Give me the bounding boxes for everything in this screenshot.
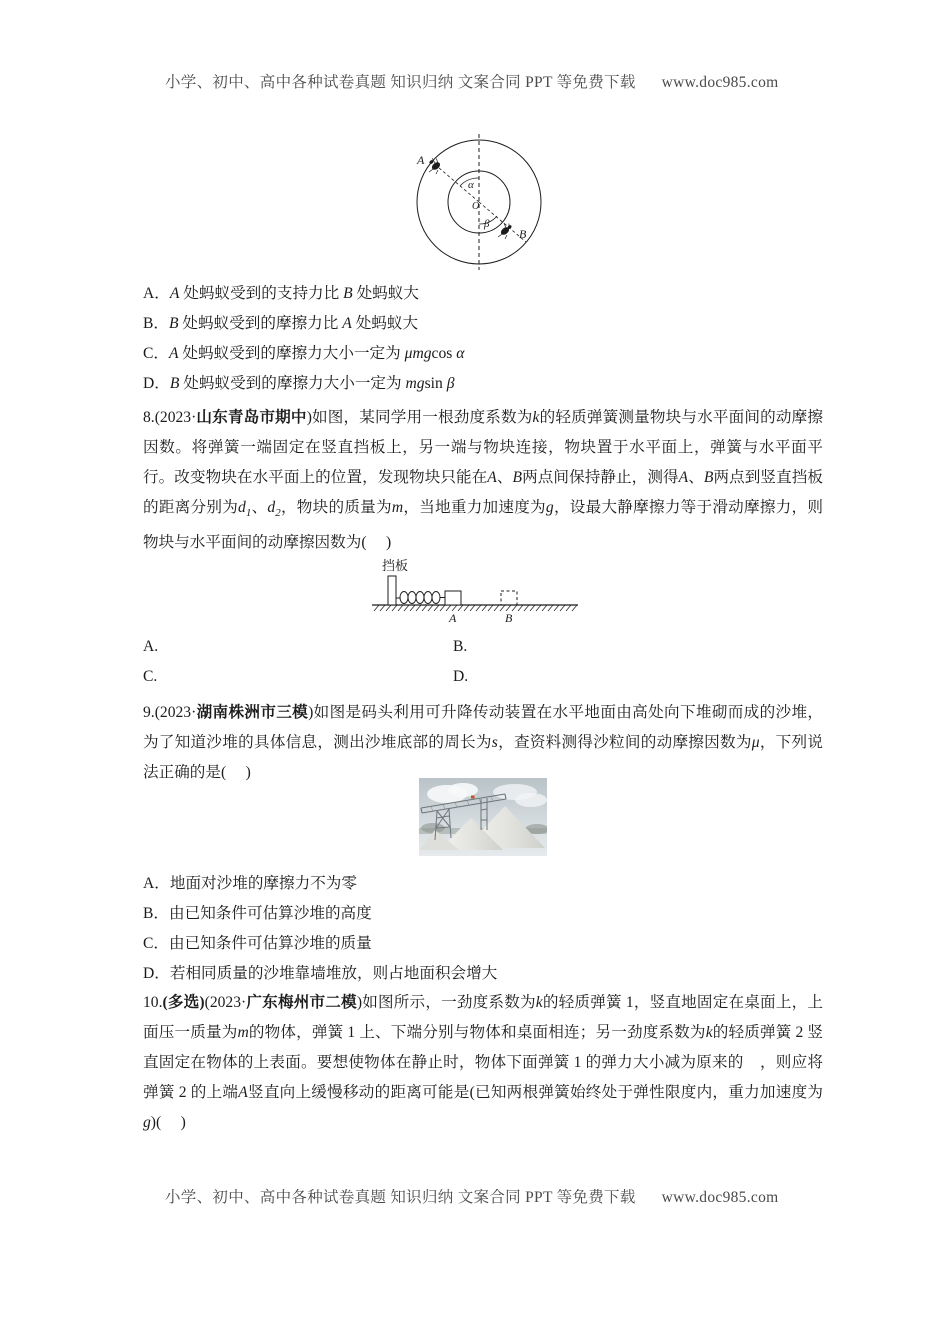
q10-source-prefix: (2023·: [204, 994, 247, 1011]
q8-option-b-label: B.: [453, 638, 468, 655]
q10-body: [143, 988, 823, 1138]
spring-block-baffle-diagram: [368, 552, 598, 624]
q9-option-b-text: 由已知条件可估算沙堆的高度: [169, 905, 372, 922]
q10-number: 10.: [143, 994, 163, 1011]
q9-source-bold: 湖南株洲市三模: [196, 704, 309, 721]
q9-body: [143, 698, 823, 788]
q10-multi-tag: (多选): [162, 994, 205, 1011]
header-watermark: [165, 70, 825, 92]
q9-option-d-label: D．: [143, 965, 170, 982]
sand-pile-conveyor-photo: [419, 778, 547, 856]
ant-at-b: [498, 223, 512, 239]
q8-source-prefix: (2023·: [154, 409, 197, 426]
q7-option-b-text: B 处蚂蚁受到的摩擦力比 A 处蚂蚁大: [169, 315, 419, 332]
q9-text: 9.(2023·湖南株洲市三模)如图是码头利用可升降传动装置在水平地面由高处向下堆砌而成的沙堆，为了知道沙堆的具体信息，测出沙堆底部的周长为s，查资料测得沙粒间的动摩擦因数为μ，下列说法正确的是( ): [143, 704, 823, 781]
q7-figure-block: [143, 128, 823, 278]
label-center-o: O: [472, 201, 480, 212]
q8-option-a-label: A.: [143, 638, 159, 655]
q7-option-c-label: C．: [143, 345, 169, 362]
q8-option-d[interactable]: [453, 662, 823, 692]
q7-option-d-text: B 处蚂蚁受到的摩擦力大小一定为 mgsin β: [169, 375, 455, 392]
footer-watermark-text: 小学、初中、高中各种试卷真题 知识归纳 文案合同 PPT 等免费下载: [165, 1189, 636, 1206]
q8-source-bold: 山东青岛市期中: [196, 409, 307, 426]
q8-number: 8.: [143, 409, 155, 426]
q8-option-d-label: D.: [453, 668, 469, 685]
q9-number: 9.: [143, 704, 155, 721]
q9-option-a-text: 地面对沙堆的摩擦力不为零: [169, 875, 357, 892]
q8-option-a[interactable]: [143, 632, 453, 662]
q7-option-d[interactable]: [143, 369, 823, 399]
q8-figure-block: [143, 552, 823, 624]
label-position-a: A: [449, 611, 457, 624]
q10-text: 10.(多选)(2023·广东梅州市二模)如图所示，一劲度系数为k的轻质弹簧 1，竖直地固定在桌面上，上面压一质量为m的物体，弹簧 1 上、下端分别与物体和桌面相连；另一劲度系数为k的轻质弹簧 2 竖直固定在物体的上表面。要想使物体在静止时，物体下面弹簧 1 的弹力大小减为原来的 ，则应将弹簧 2 的上端A竖直向上缓慢移动的距离可能是(已知两根弹簧始终处于弹性限度内，重力加速度为g)( ): [143, 994, 823, 1131]
footer-watermark-url: www.doc985.com: [661, 1189, 779, 1206]
q9-option-c[interactable]: [143, 929, 823, 959]
q9-option-b[interactable]: [143, 899, 823, 929]
q8-text: 8.(2023·山东青岛市期中)如图，某同学用一根劲度系数为k的轻质弹簧测量物块与水平面间的动摩擦因数。将弹簧一端固定在竖直挡板上，另一端与物块连接，物块置于水平面上，弹簧与水平面平行。改变物块在水平面上的位置，发现物块只能在A、B两点间保持静止，测得A、B两点到竖直挡板的距离分别为$d_1$、$d_2$，物块的质量为m，当地重力加速度为g，设最大静摩擦力等于滑动摩擦力，则物块与水平面间的动摩擦因数为( ): [143, 409, 823, 552]
q7-options: [143, 279, 823, 399]
q8-body: [143, 403, 823, 558]
label-position-b: B: [505, 611, 513, 624]
q7-option-b-label: B．: [143, 315, 169, 332]
label-angle-alpha: α: [468, 179, 474, 191]
concentric-circles-ant-diagram: [383, 128, 583, 278]
q10-missing-fraction: [744, 1054, 760, 1071]
q9-option-a[interactable]: [143, 869, 823, 899]
label-point-b: B: [519, 227, 527, 241]
q8-source-suffix: ): [306, 409, 312, 426]
q10-source-bold: 广东梅州市二模: [246, 994, 357, 1011]
q9-source-suffix: ): [308, 704, 314, 721]
label-point-a: A: [417, 153, 425, 167]
q7-option-d-label: D．: [143, 375, 170, 392]
q9-options: [143, 869, 823, 989]
footer-watermark: [165, 1185, 825, 1207]
q9-option-d-text: 若相同质量的沙堆靠墙堆放，则占地面积会增大: [169, 965, 498, 982]
header-watermark-text: 小学、初中、高中各种试卷真题 知识归纳 文案合同 PPT 等免费下载: [165, 74, 636, 91]
q10-source-suffix: ): [356, 994, 363, 1011]
ant-at-a: [429, 158, 442, 174]
q9-source-prefix: (2023·: [154, 704, 197, 721]
q7-option-a-text: A 处蚂蚁受到的支持力比 B 处蚂蚁大: [169, 285, 419, 302]
q9-option-b-label: B．: [143, 905, 169, 922]
q7-option-c-text: A 处蚂蚁受到的摩擦力大小一定为 μmgcos α: [169, 345, 465, 362]
label-angle-beta: β: [484, 218, 490, 230]
q9-option-a-label: A．: [143, 875, 170, 892]
q7-option-a[interactable]: [143, 279, 823, 309]
q7-option-a-label: A．: [143, 285, 170, 302]
q9-option-c-text: 由已知条件可估算沙堆的质量: [169, 935, 372, 952]
q8-option-b[interactable]: [453, 632, 823, 662]
header-watermark-url: www.doc985.com: [661, 74, 779, 91]
q8-option-c[interactable]: [143, 662, 453, 692]
q7-option-b[interactable]: [143, 309, 823, 339]
q9-option-d[interactable]: [143, 959, 823, 989]
q9-figure-block: [143, 778, 823, 856]
q7-option-c[interactable]: [143, 339, 823, 369]
q9-option-c-label: C．: [143, 935, 169, 952]
q8-option-c-label: C.: [143, 668, 158, 685]
label-baffle: 挡板: [382, 558, 409, 573]
q8-options: [143, 632, 823, 692]
